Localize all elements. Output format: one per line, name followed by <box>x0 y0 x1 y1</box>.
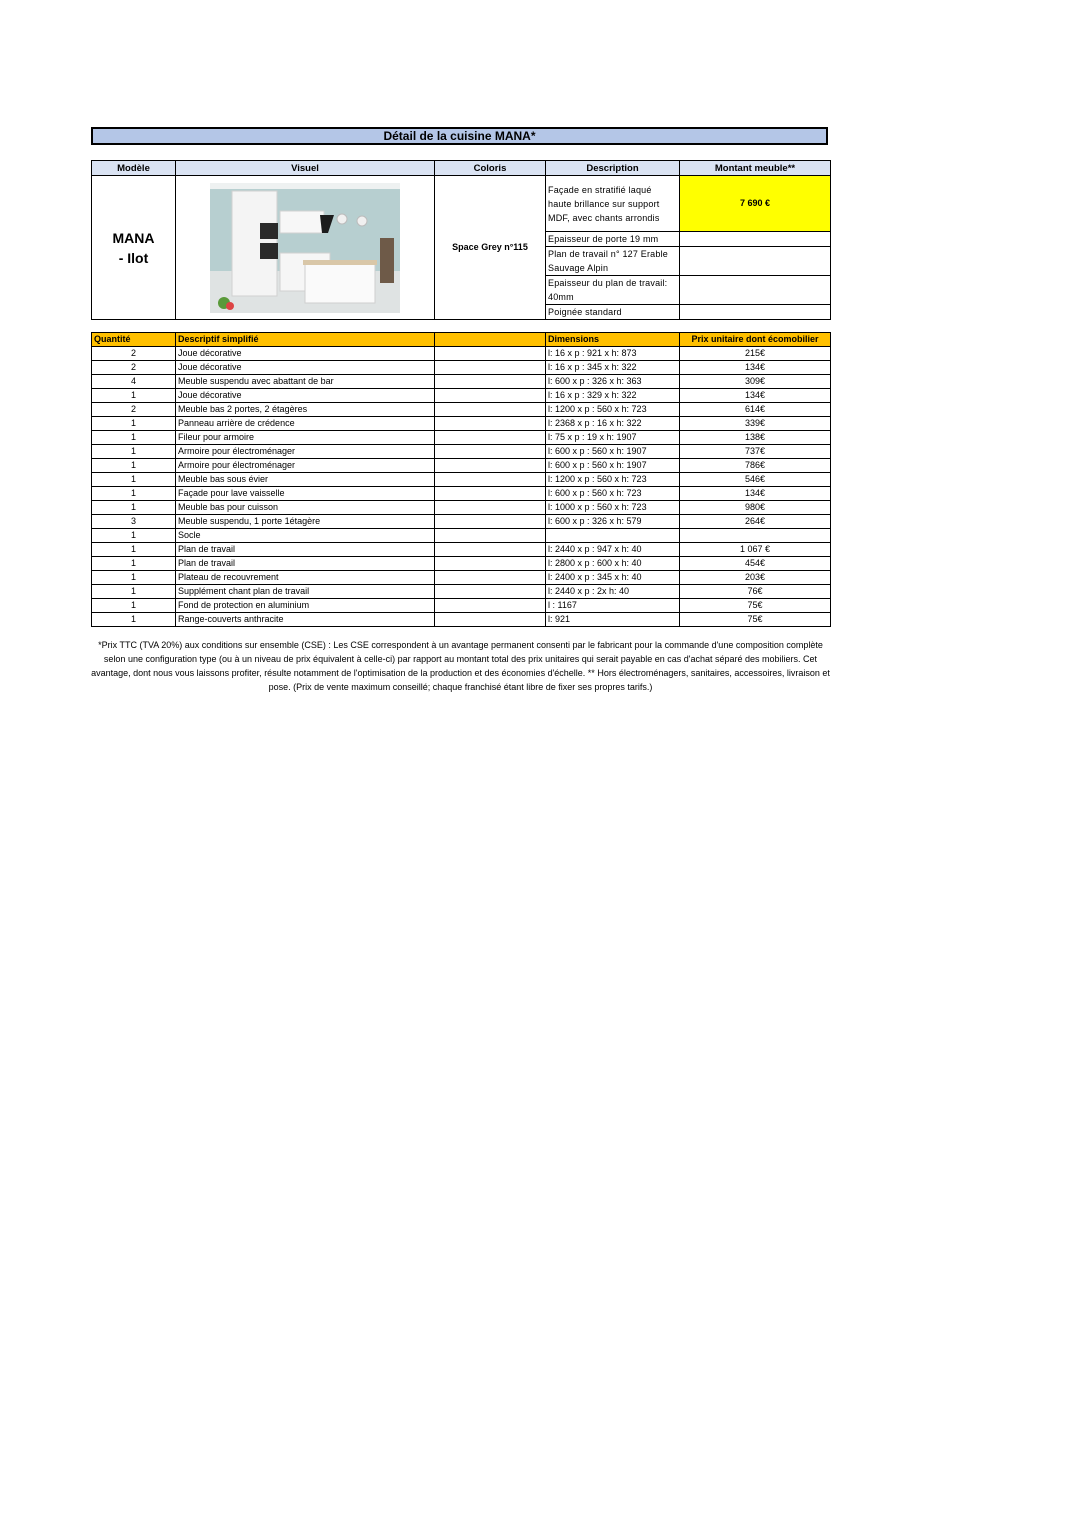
item-quantity: 1 <box>92 529 176 543</box>
kitchen-image <box>210 183 400 313</box>
table-row <box>92 487 831 501</box>
item-description: Panneau arrière de crédence <box>176 417 435 431</box>
item-price: 134€ <box>680 361 831 375</box>
item-price: 980€ <box>680 501 831 515</box>
item-blank <box>435 445 546 459</box>
item-quantity: 4 <box>92 375 176 389</box>
header-visual: Visuel <box>176 161 435 176</box>
item-blank <box>435 375 546 389</box>
description-line-2: Epaisseur de porte 19 mm <box>546 232 680 247</box>
item-description: Joue décorative <box>176 347 435 361</box>
page-title: Détail de la cuisine MANA* <box>91 127 828 145</box>
item-description: Supplément chant plan de travail <box>176 585 435 599</box>
table-row <box>92 543 831 557</box>
item-blank <box>435 473 546 487</box>
item-price: 215€ <box>680 347 831 361</box>
item-dimensions: l : 1167 <box>546 599 680 613</box>
table-row <box>92 473 831 487</box>
item-quantity: 1 <box>92 599 176 613</box>
item-quantity: 1 <box>92 473 176 487</box>
item-blank <box>435 585 546 599</box>
item-dimensions: l: 600 x p : 326 x h: 363 <box>546 375 680 389</box>
item-blank <box>435 389 546 403</box>
kitchen-image-cell <box>176 176 435 320</box>
item-dimensions <box>546 529 680 543</box>
item-blank <box>435 501 546 515</box>
model-name-line2: - Ilot <box>118 249 149 266</box>
item-dimensions: l: 75 x p : 19 x h: 1907 <box>546 431 680 445</box>
item-description: Armoire pour électroménager <box>176 445 435 459</box>
item-dimensions: l: 1000 x p : 560 x h: 723 <box>546 501 680 515</box>
empty-cell <box>680 276 831 305</box>
item-description: Armoire pour électroménager <box>176 459 435 473</box>
item-price: 203€ <box>680 571 831 585</box>
header-amount: Montant meuble** <box>680 161 831 176</box>
header-coloris: Coloris <box>435 161 546 176</box>
item-description: Façade pour lave vaisselle <box>176 487 435 501</box>
model-price: 7 690 € <box>680 176 831 232</box>
description-line-5: Poignée standard <box>546 305 680 320</box>
table-row <box>92 347 831 361</box>
item-quantity: 1 <box>92 459 176 473</box>
item-description: Meuble suspendu, 1 porte 1étagère <box>176 515 435 529</box>
empty-cell <box>680 247 831 276</box>
item-quantity: 2 <box>92 361 176 375</box>
table-row <box>92 361 831 375</box>
item-blank <box>435 403 546 417</box>
item-price: 614€ <box>680 403 831 417</box>
item-quantity: 2 <box>92 403 176 417</box>
item-description: Joue décorative <box>176 389 435 403</box>
item-price: 75€ <box>680 613 831 627</box>
table-row <box>92 417 831 431</box>
item-price: 76€ <box>680 585 831 599</box>
item-quantity: 1 <box>92 417 176 431</box>
item-description: Plateau de recouvrement <box>176 571 435 585</box>
item-quantity: 1 <box>92 487 176 501</box>
item-description: Range-couverts anthracite <box>176 613 435 627</box>
item-dimensions: l: 600 x p : 326 x h: 579 <box>546 515 680 529</box>
item-quantity: 1 <box>92 445 176 459</box>
item-blank <box>435 361 546 375</box>
item-blank <box>435 417 546 431</box>
table-row <box>92 515 831 529</box>
item-description: Fond de protection en aluminium <box>176 599 435 613</box>
item-dimensions: l: 2800 x p : 600 x h: 40 <box>546 557 680 571</box>
table-row <box>92 613 831 627</box>
item-price: 75€ <box>680 599 831 613</box>
item-dimensions: l: 600 x p : 560 x h: 1907 <box>546 445 680 459</box>
item-blank <box>435 487 546 501</box>
table-row <box>92 571 831 585</box>
table-row <box>92 403 831 417</box>
item-dimensions: l: 1200 x p : 560 x h: 723 <box>546 403 680 417</box>
table-row <box>92 529 831 543</box>
item-description: Plan de travail <box>176 543 435 557</box>
items-table-header <box>92 333 831 347</box>
model-name-line1: MANA <box>112 229 155 246</box>
item-blank <box>435 557 546 571</box>
model-name <box>92 176 176 320</box>
item-dimensions: l: 16 x p : 329 x h: 322 <box>546 389 680 403</box>
empty-cell <box>680 305 831 320</box>
item-dimensions: l: 600 x p : 560 x h: 723 <box>546 487 680 501</box>
item-price: 134€ <box>680 389 831 403</box>
item-blank <box>435 347 546 361</box>
empty-cell <box>680 232 831 247</box>
model-table-header <box>92 161 831 176</box>
item-price <box>680 529 831 543</box>
item-price: 737€ <box>680 445 831 459</box>
item-dimensions: l: 921 <box>546 613 680 627</box>
header-unit-price: Prix unitaire dont écomobilier <box>680 333 831 347</box>
footnote: *Prix TTC (TVA 20%) aux conditions sur ensemble (CSE) : Les CSE correspondent à un avantage permanent consenti par le fabricant pour la commande d'une composition complète selon une configuration type (ou à un niveau de prix équivalent à celle-ci) par rapport au montant total des prix unitaires qui serait payable en cas d'achat séparé des mobiliers. Cet avantage, dont nous vous laissons profiter, résulte notamment de l'optimisation de la production et des économies d'échelle. ** Hors électroménagers, sanitaires, accessoires, livraison et pose. (Prix de vente maximum conseillé; chaque franchisé étant libre de fixer ses propres tarifs.) <box>91 640 830 692</box>
table-row <box>92 389 831 403</box>
table-row <box>92 501 831 515</box>
item-dimensions: l: 2368 x p : 16 x h: 322 <box>546 417 680 431</box>
table-row <box>92 431 831 445</box>
header-model: Modèle <box>92 161 176 176</box>
item-description: Socle <box>176 529 435 543</box>
item-blank <box>435 459 546 473</box>
item-description: Meuble bas pour cuisson <box>176 501 435 515</box>
table-row <box>92 445 831 459</box>
item-blank <box>435 529 546 543</box>
item-price: 339€ <box>680 417 831 431</box>
description-line-3: Plan de travail n° 127 Erable Sauvage Alpin <box>546 247 680 276</box>
description-line-1: Façade en stratifié laqué haute brillance sur support MDF, avec chants arrondis <box>546 176 680 232</box>
item-quantity: 1 <box>92 557 176 571</box>
item-price: 546€ <box>680 473 831 487</box>
item-price: 454€ <box>680 557 831 571</box>
item-dimensions: l: 16 x p : 921 x h: 873 <box>546 347 680 361</box>
item-quantity: 1 <box>92 571 176 585</box>
table-row <box>92 599 831 613</box>
item-description: Plan de travail <box>176 557 435 571</box>
model-table <box>91 160 831 320</box>
items-body <box>92 347 831 627</box>
item-quantity: 1 <box>92 543 176 557</box>
item-dimensions: l: 2440 x p : 947 x h: 40 <box>546 543 680 557</box>
item-price: 138€ <box>680 431 831 445</box>
table-row <box>92 557 831 571</box>
item-dimensions: l: 2400 x p : 345 x h: 40 <box>546 571 680 585</box>
item-quantity: 1 <box>92 431 176 445</box>
item-price: 134€ <box>680 487 831 501</box>
item-dimensions: l: 16 x p : 345 x h: 322 <box>546 361 680 375</box>
item-blank <box>435 599 546 613</box>
item-description: Meuble bas sous évier <box>176 473 435 487</box>
item-description: Fileur pour armoire <box>176 431 435 445</box>
item-quantity: 3 <box>92 515 176 529</box>
item-quantity: 1 <box>92 501 176 515</box>
item-dimensions: l: 1200 x p : 560 x h: 723 <box>546 473 680 487</box>
header-quantity: Quantité <box>92 333 176 347</box>
item-blank <box>435 431 546 445</box>
item-dimensions: l: 600 x p : 560 x h: 1907 <box>546 459 680 473</box>
table-row <box>92 585 831 599</box>
coloris-value: Space Grey n°115 <box>435 176 546 320</box>
item-quantity: 1 <box>92 613 176 627</box>
item-quantity: 2 <box>92 347 176 361</box>
header-blank <box>435 333 546 347</box>
item-blank <box>435 613 546 627</box>
table-row <box>92 459 831 473</box>
item-quantity: 1 <box>92 585 176 599</box>
description-line-4: Epaisseur du plan de travail: 40mm <box>546 276 680 305</box>
item-blank <box>435 571 546 585</box>
items-table <box>91 332 831 627</box>
item-description: Joue décorative <box>176 361 435 375</box>
item-price: 1 067 € <box>680 543 831 557</box>
item-dimensions: l: 2440 x p : 2x h: 40 <box>546 585 680 599</box>
header-dimensions: Dimensions <box>546 333 680 347</box>
item-price: 786€ <box>680 459 831 473</box>
item-price: 309€ <box>680 375 831 389</box>
item-blank <box>435 543 546 557</box>
table-row <box>92 375 831 389</box>
item-quantity: 1 <box>92 389 176 403</box>
item-blank <box>435 515 546 529</box>
header-simplified-description: Descriptif simplifié <box>176 333 435 347</box>
item-description: Meuble suspendu avec abattant de bar <box>176 375 435 389</box>
item-description: Meuble bas 2 portes, 2 étagères <box>176 403 435 417</box>
header-description: Description <box>546 161 680 176</box>
item-price: 264€ <box>680 515 831 529</box>
